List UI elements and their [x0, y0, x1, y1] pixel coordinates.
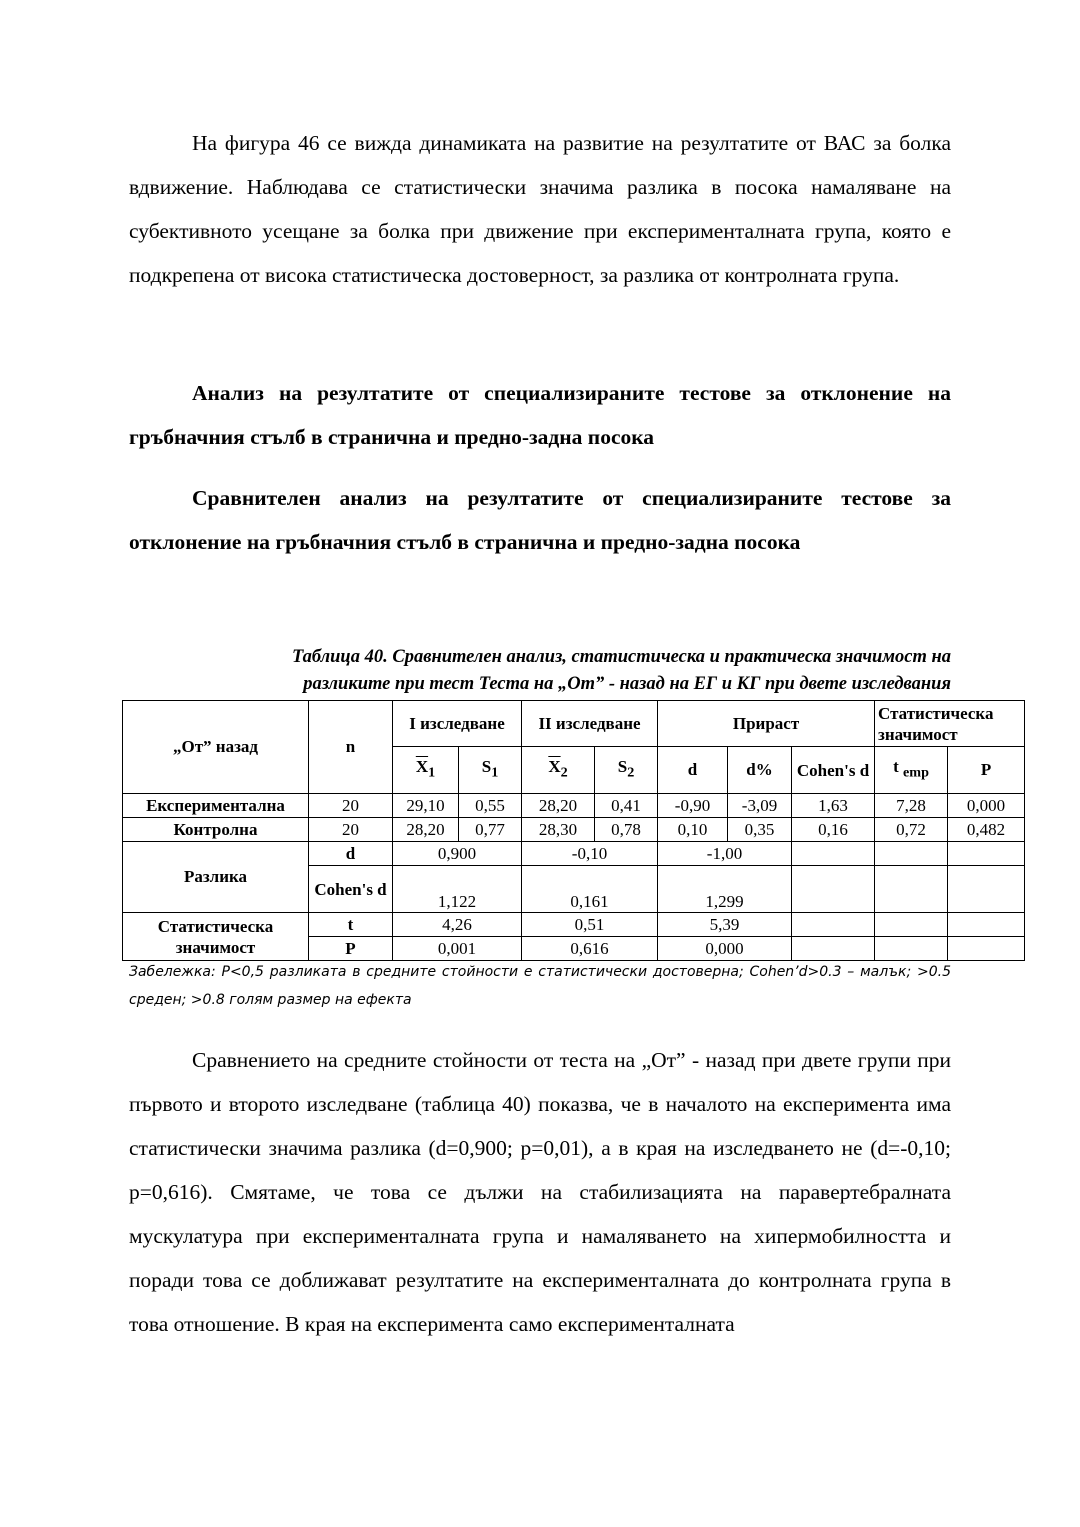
cell-t-emp: 7,28 — [875, 794, 948, 818]
difference-d-value-3: -1,00 — [658, 842, 792, 866]
significance-p-value-3: 0,000 — [658, 937, 792, 961]
empty-cell — [948, 913, 1025, 937]
difference-d-label: d — [309, 842, 393, 866]
section-heading-analysis: Анализ на резултатите от специализираните тестове за отклонение на гръбначния стълб в странична и предно-задна посока — [129, 381, 951, 449]
table-caption — [129, 644, 951, 698]
header-study-1: I изследване — [393, 701, 522, 747]
cell-x1: 28,20 — [393, 818, 459, 842]
header-study-2: II изследване — [522, 701, 658, 747]
table-caption-line-2: разликите при тест Теста на „От” - назад на ЕГ и КГ при двете изследвания — [303, 674, 951, 694]
empty-cell — [875, 842, 948, 866]
cell-x2: 28,20 — [522, 794, 595, 818]
cell-s2: 0,41 — [595, 794, 658, 818]
discussion-paragraph: Сравнението на средните стойности от теста на „От” - назад при двете групи при първото и второто изследване (таблица 40) показва, че в началото на експеримента има статистически значима разлика (d=0,900; p=0,01), а в края на изследването не (d=-0,10; p=0,616). Смятаме, че това се дължи на стабилизацията на паравертебралната мускулатура при експерименталната група и намаляването на хипермобилността и поради това се доближават резултатите на експерименталната до контролната група в това отношение. В края на експеримента само експерименталната — [129, 1048, 951, 1336]
significance-p-value-1: 0,001 — [393, 937, 522, 961]
header-t-emp: t $_{emp}$ — [875, 747, 948, 794]
cell-s2: 0,78 — [595, 818, 658, 842]
table-header-row-1 — [123, 701, 1025, 747]
results-table — [122, 700, 1025, 961]
row-label: Контролна — [123, 818, 309, 842]
empty-cell — [875, 866, 948, 913]
empty-cell — [792, 842, 875, 866]
empty-cell — [948, 842, 1025, 866]
empty-cell — [792, 937, 875, 961]
cell-t-emp: 0,72 — [875, 818, 948, 842]
difference-cohens-label: Cohen's d — [309, 866, 393, 913]
table-row-experimental — [123, 794, 1025, 818]
significance-p-value-2: 0,616 — [522, 937, 658, 961]
header-x2: $\overline{X}_2$ — [522, 747, 595, 794]
significance-label: Статистическа значимост — [123, 913, 309, 961]
difference-cohens-value-3: 1,299 — [658, 866, 792, 913]
header-p: P — [948, 747, 1025, 794]
empty-cell — [875, 937, 948, 961]
table-note: Забележка: P<0,5 разликата в средните стойности е статистически достоверна; Cohen’d>0.3 – малък; >0.5 среден; >0.8 голям размер на ефекта — [129, 964, 951, 1008]
cell-d: 0,10 — [658, 818, 728, 842]
difference-d-value-1: 0,900 — [393, 842, 522, 866]
header-s1: $S_1$ — [459, 747, 522, 794]
empty-cell — [792, 913, 875, 937]
difference-d-value-2: -0,10 — [522, 842, 658, 866]
table-row-difference-d — [123, 842, 1025, 866]
header-stat-significance: Статистическа значимост — [875, 701, 1025, 747]
empty-cell — [792, 866, 875, 913]
difference-cohens-value-2: 0,161 — [522, 866, 658, 913]
cell-d: -0,90 — [658, 794, 728, 818]
header-growth: Прираст — [658, 701, 875, 747]
table-row-significance-t — [123, 913, 1025, 937]
difference-label: Разлика — [123, 842, 309, 913]
intro-paragraph: На фигура 46 се вижда динамиката на развитие на резултатите от ВАС за болка вдвижение. Наблюдава се статистически значима разлика в посока намаляване на субективното усещане за болка при движение при експерименталната група, която е подкрепена от висока статистическа достоверност, за разлика от контролната група. — [129, 131, 951, 287]
cell-d-percent: 0,35 — [728, 818, 792, 842]
cell-x1: 29,10 — [393, 794, 459, 818]
header-d: d — [658, 747, 728, 794]
cell-s1: 0,77 — [459, 818, 522, 842]
cell-p: 0,482 — [948, 818, 1025, 842]
cell-x2: 28,30 — [522, 818, 595, 842]
significance-t-value-1: 4,26 — [393, 913, 522, 937]
row-label: Експериментална — [123, 794, 309, 818]
cell-cohens-d: 1,63 — [792, 794, 875, 818]
empty-cell — [875, 913, 948, 937]
section-heading-comparative: Сравнителен анализ на резултатите от специализираните тестове за отклонение на гръбначния стълб в странична и предно-задна посока — [129, 486, 951, 554]
empty-cell — [948, 866, 1025, 913]
cell-d-percent: -3,09 — [728, 794, 792, 818]
header-s2: $S_2$ — [595, 747, 658, 794]
significance-t-value-2: 0,51 — [522, 913, 658, 937]
header-n: n — [309, 701, 393, 794]
header-x1: $\overline{X}_1$ — [393, 747, 459, 794]
empty-cell — [948, 937, 1025, 961]
cell-p: 0,000 — [948, 794, 1025, 818]
significance-p-label: P — [309, 937, 393, 961]
cell-n: 20 — [309, 818, 393, 842]
difference-cohens-value-1: 1,122 — [393, 866, 522, 913]
cell-n: 20 — [309, 794, 393, 818]
cell-cohens-d: 0,16 — [792, 818, 875, 842]
header-cohens-d: Cohen's d — [792, 747, 875, 794]
significance-t-label: t — [309, 913, 393, 937]
table-row-control — [123, 818, 1025, 842]
header-row-label: „От” назад — [123, 701, 309, 794]
header-d-percent: d% — [728, 747, 792, 794]
significance-t-value-3: 5,39 — [658, 913, 792, 937]
table-caption-line-1: Таблица 40. Сравнителен анализ, статистическа и практическа значимост на — [292, 647, 951, 667]
cell-s1: 0,55 — [459, 794, 522, 818]
